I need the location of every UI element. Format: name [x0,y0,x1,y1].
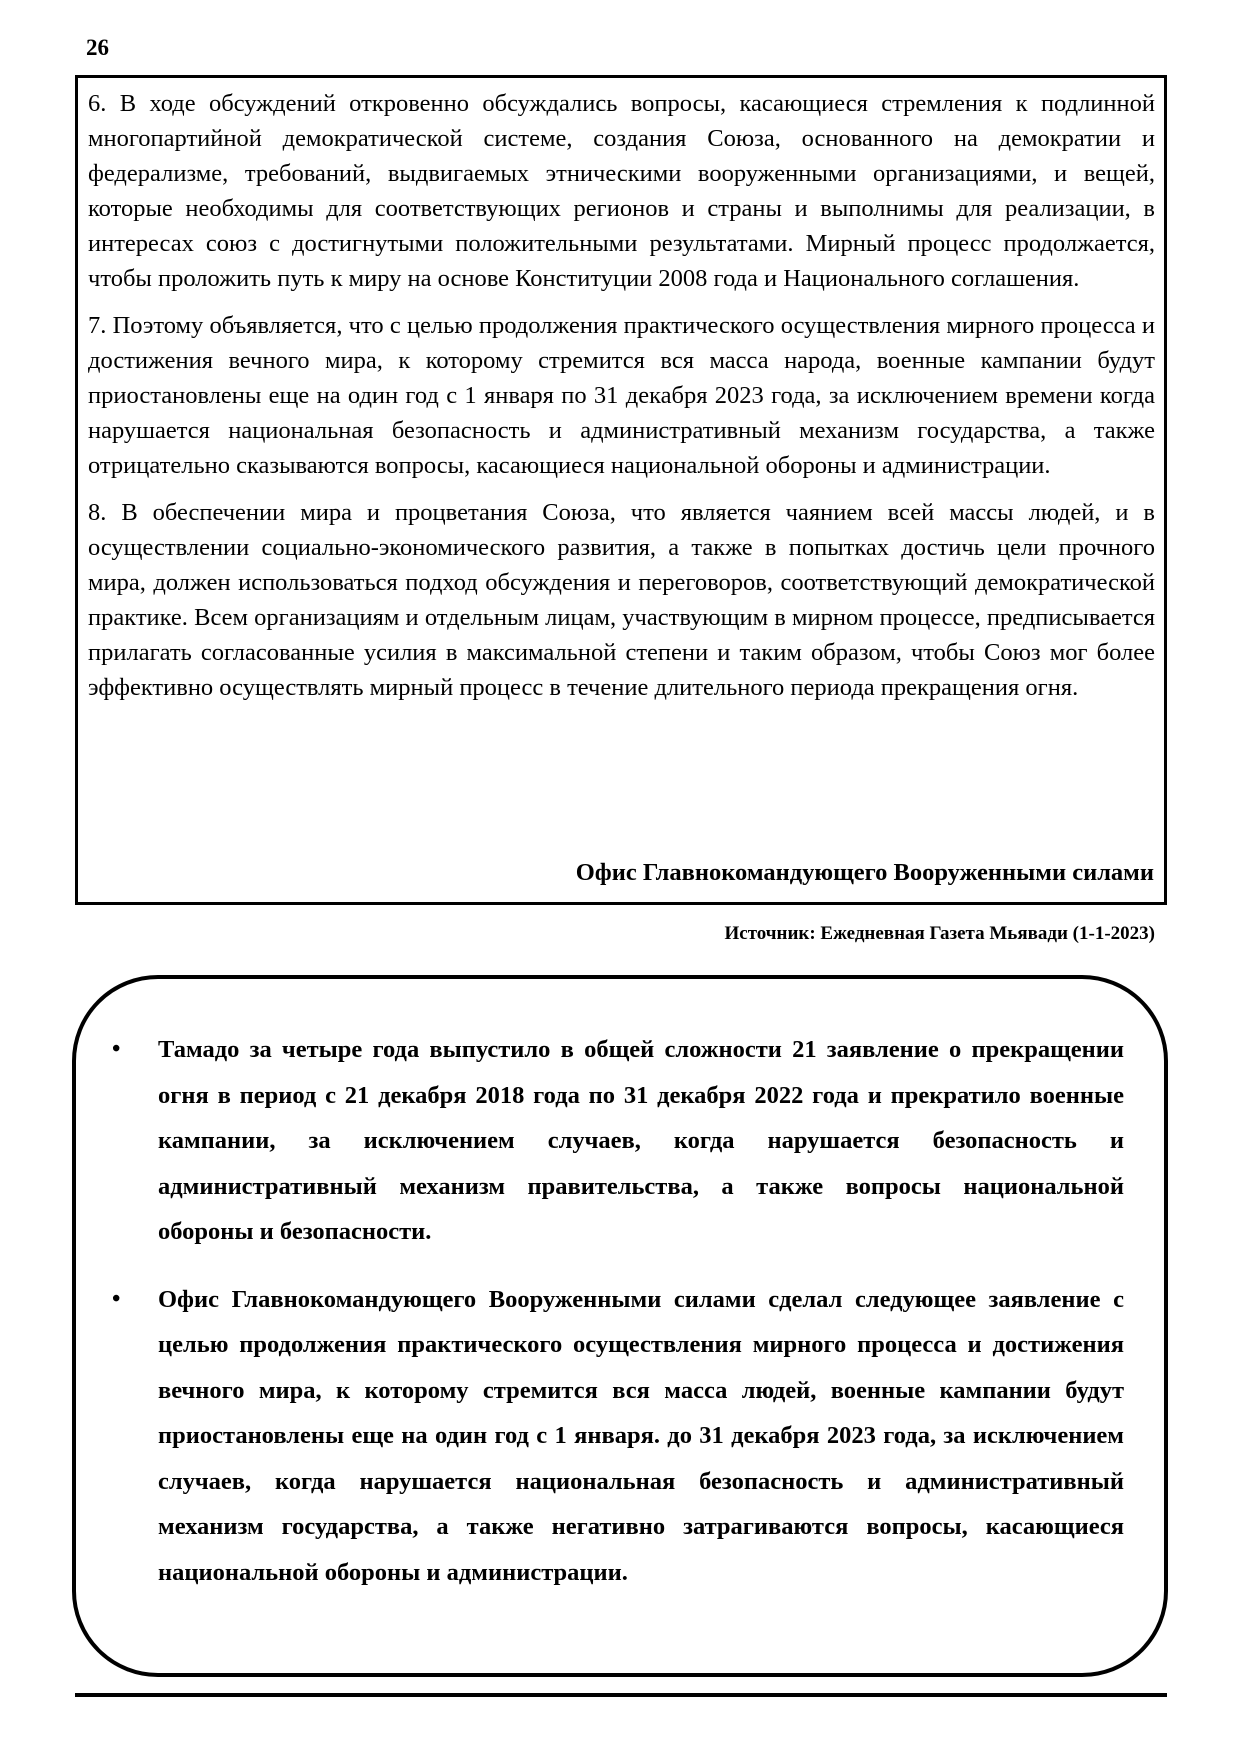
statement-paragraph-8: 8. В обеспечении мира и процветания Союза, что является чаянием всей массы людей, и в осуществлении социально-экономического развития, а также в попытках достичь цели прочного мира, должен использоваться подход обсуждения и переговоров, соответствующий демократической практике. Всем организациям и отдельным лицам, участвующим в мирном процессе, предписывается прилагать согласованные усилия в максимальной степени и таким образом, чтобы Союз мог более эффективно осуществлять мирный процесс в течение длительного периода прекращения огня. [88,499,1155,701]
summary-box [72,975,1168,1677]
summary-item-text: Офис Главнокомандующего Вооруженными силами сделал следующее заявление с целью продолжения практического осуществления мирного процесса и достижения вечного мира, к которому стремится вся масса людей, военные кампании будут приостановлены еще на один год с 1 января. до 31 декабря 2023 года, за исключением случаев, когда нарушается национальная безопасность и административный механизм государства, а также негативно затрагиваются вопросы, касающиеся национальной обороны и администрации. [158,1285,1124,1586]
summary-item-1 [106,1027,1124,1255]
bullet-icon: • [112,1285,121,1312]
summary-item-2 [106,1277,1124,1596]
summary-item-text: Тамадо за четыре года выпустило в общей сложности 21 заявление о прекращении огня в период с 21 декабря 2018 года по 31 декабря 2022 года и прекратило военные кампании, за исключением случаев, когда нарушается безопасность и административный механизм правительства, а также вопросы национальной обороны и безопасности. [158,1036,1124,1245]
summary-list [106,1027,1124,1595]
statement-paragraph-7: 7. Поэтому объявляется, что с целью продолжения практического осуществления мирного процесса и достижения вечного мира, к которому стремится вся масса народа, военные кампании будут приостановлены еще на один год с 1 января по 31 декабря 2023 года, за исключением времени когда нарушается национальная безопасность и административный механизм государства, а также отрицательно сказываются вопросы, касающиеся национальной обороны и администрации. [88,312,1155,479]
statement-paragraph-6: 6. В ходе обсуждений откровенно обсуждались вопросы, касающиеся стремления к подлинной многопартийной демократической системе, создания Союза, основанного на демократии и федерализме, требований, выдвигаемых этническими вооруженными организациями, и вещей, которые необходимы для соответствующих регионов и страны и выполнимы для реализации, в интересах союз с достигнутыми положительными результатами. Мирный процесс продолжается, чтобы проложить путь к миру на основе Конституции 2008 года и Национального соглашения. [88,90,1155,292]
statement-signature: Офис Главнокомандующего Вооруженными силами [575,859,1154,886]
bottom-divider [75,1693,1167,1697]
bullet-icon: • [112,1036,121,1062]
statement-box [75,75,1167,905]
source-citation: Источник: Ежедневная Газета Мьявади (1-1-2023) [724,923,1155,944]
page-number: 26 [86,35,109,60]
